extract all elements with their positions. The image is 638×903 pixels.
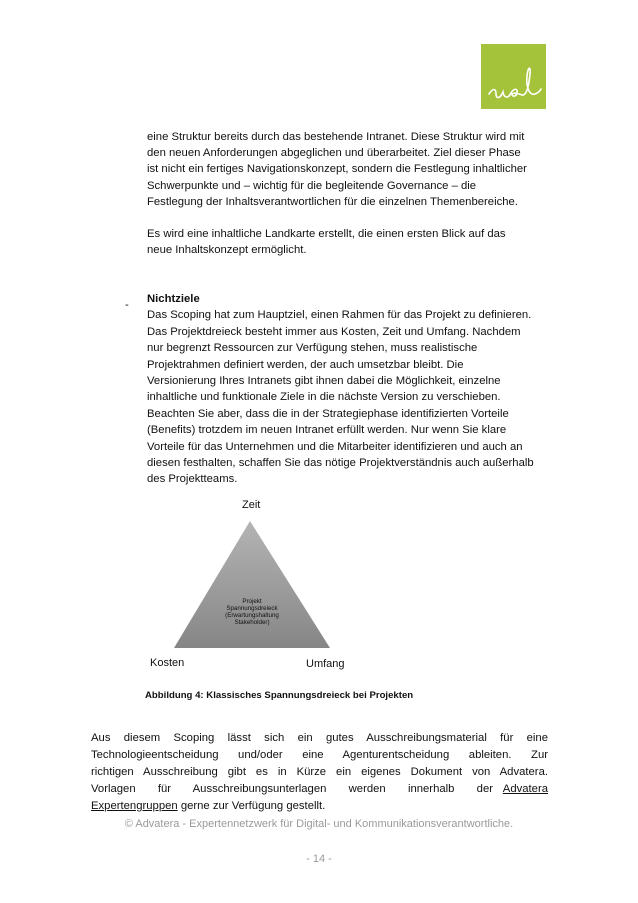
text-line: nur begrenzt Ressourcen zur Verfügung stehen, muss realistische	[147, 342, 478, 355]
triangle-shape	[174, 521, 330, 648]
text-line	[91, 798, 548, 815]
text-line: Das Scoping hat zum Hauptziel, einen Rahmen für das Projekt zu definieren.	[147, 309, 532, 322]
signature-logo-icon	[481, 44, 546, 109]
expertengruppen-link[interactable]: Expertengruppen	[91, 800, 178, 812]
label-kosten: Kosten	[150, 657, 185, 669]
text-line: (Benefits) trotzdem im neuen Intranet erfüllt werden. Nur wenn Sie klare	[147, 424, 507, 437]
text-line: Festlegung der Inhaltsverantwortlichen für die einzelnen Themenbereiche.	[147, 195, 518, 208]
text-line: neue Inhaltskonzept ermöglicht.	[147, 244, 307, 257]
project-triangle-figure	[148, 495, 348, 670]
text-line: den neuen Anforderungen abgeglichen und überarbeitet. Ziel dieser Phase	[147, 147, 521, 160]
text-line: Das Projektdreieck besteht immer aus Kosten, Zeit und Umfang. Nachdem	[147, 325, 521, 338]
text-line: Vorteile für das Unternehmen und die Mitarbeiter identifizieren und auch an	[147, 440, 523, 453]
section-heading: Nichtziele	[147, 293, 200, 305]
triangle-text-line: Stakeholder)	[234, 619, 270, 626]
page-number: - 14 -	[306, 853, 332, 865]
text-line: des Projektteams.	[147, 473, 238, 486]
triangle-text-line: Projekt	[242, 598, 262, 605]
text-segment: gerne zur Verfügung gestellt.	[177, 800, 326, 812]
triangle-text-line: Spannungsdreieck	[226, 605, 278, 612]
text-line: Aus diesem Scoping lässt sich ein gutes Ausschreibungsmaterial für eine	[91, 732, 548, 744]
advatera-logo	[481, 44, 546, 109]
text-segment: Vorlagen für Ausschreibungsunterlagen werden innerhalb der	[91, 783, 493, 795]
paragraph-landkarte	[147, 226, 506, 258]
text-line: Es wird eine inhaltliche Landkarte erstellt, die einen ersten Blick auf das	[147, 228, 506, 240]
text-line: Technologieentscheidung und/oder eine Agenturentscheidung ableiten. Zur	[91, 749, 548, 761]
nichtziele-section	[147, 291, 534, 488]
text-line: eine Struktur bereits durch das bestehende Intranet. Diese Struktur wird mit	[147, 131, 525, 143]
label-zeit: Zeit	[242, 499, 261, 511]
text-line: Projektrahmen definiert werden, der auch umsetzbar bleibt. Die	[147, 358, 464, 371]
list-bullet: -	[125, 299, 129, 311]
advatera-link[interactable]: Advatera	[502, 783, 548, 795]
footer-copyright: © Advatera - Expertennetzwerk für Digital- und Kommunikationsverantwortliche.	[124, 818, 514, 830]
triangle-text-line: (Erwartungshaltung	[225, 612, 279, 619]
text-line: ist nicht ein fertiges Navigationskonzept, sondern die Festlegung inhaltlicher	[147, 163, 527, 176]
text-line	[91, 781, 548, 798]
triangle-diagram	[148, 495, 348, 670]
label-umfang: Umfang	[306, 658, 345, 670]
text-line: inhaltliche und funktionale Ziele in die nächste Version zu verschieben.	[147, 391, 501, 404]
paragraph-structure	[147, 129, 527, 210]
closing-paragraph	[91, 730, 548, 815]
text-line: richtigen Ausschreibung gibt es in Kürze ein eigenes Dokument von Advatera.	[91, 766, 548, 778]
text-line: diesen festhalten, schaffen Sie das nötige Projektverständnis auch außerhalb	[147, 457, 534, 470]
text-line: Schwerpunkte und – wichtig für die begleitende Governance – die	[147, 179, 477, 192]
text-line: Versionierung Ihres Intranets gibt ihnen dabei die Möglichkeit, einzelne	[147, 375, 501, 388]
text-line: Beachten Sie aber, dass die in der Strategiephase identifizierten Vorteile	[147, 407, 509, 420]
figure-caption: Abbildung 4: Klassisches Spannungsdreieck bei Projekten	[145, 690, 414, 701]
